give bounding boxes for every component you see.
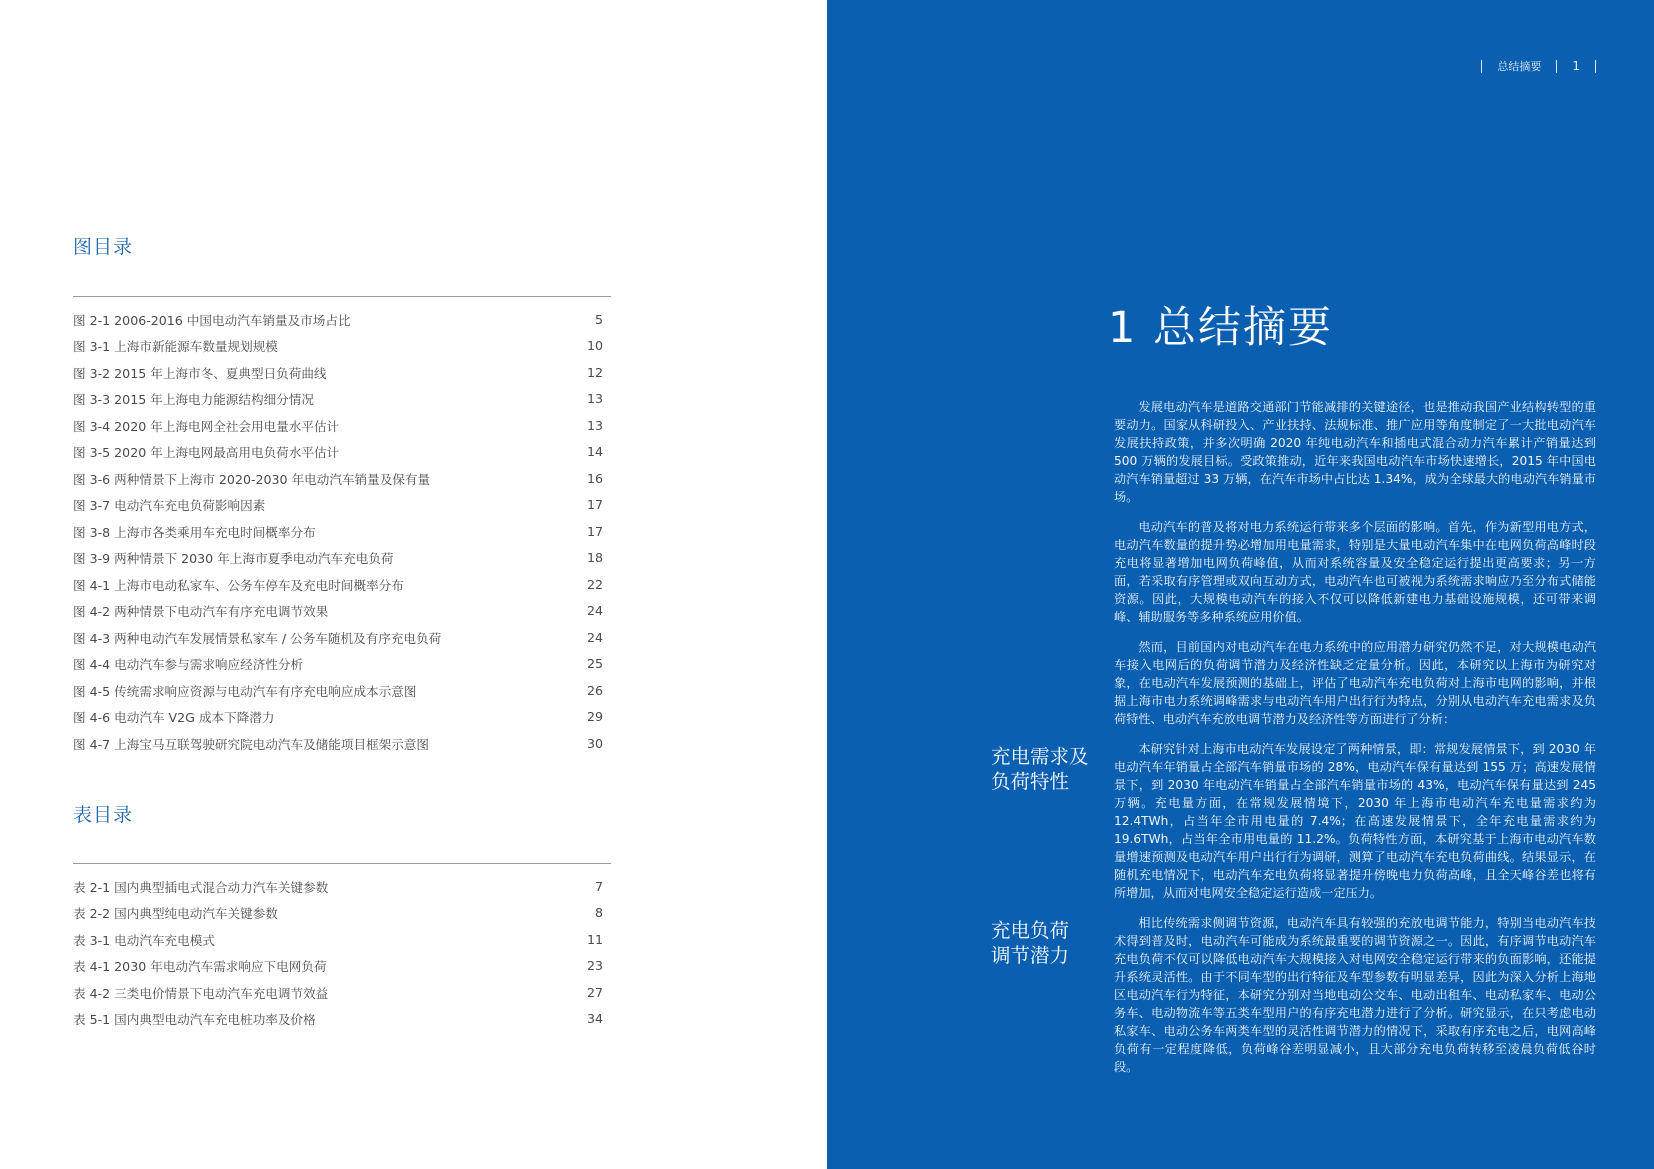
- table-entry[interactable]: [73, 979, 603, 1006]
- figure-entry-title: 图 4-2 两种情景下电动汽车有序充电调节效果: [73, 604, 329, 620]
- figure-entry[interactable]: [73, 518, 603, 545]
- figure-entry-title: 图 4-6 电动汽车 V2G 成本下降潜力: [73, 710, 275, 726]
- figure-entry-page-number: 13: [586, 417, 603, 433]
- side-heading-line: 充电需求及: [991, 745, 1089, 768]
- figure-entry[interactable]: [73, 439, 603, 466]
- figure-entry[interactable]: [73, 571, 603, 598]
- figure-entry-title: 图 3-9 两种情景下 2030 年上海市夏季电动汽车充电负荷: [73, 551, 394, 567]
- figure-entry-title: 图 3-5 2020 年上海电网最高用电负荷水平估计: [73, 445, 340, 461]
- figure-entry-page-number: 30: [586, 735, 603, 751]
- figure-entry[interactable]: [73, 306, 603, 333]
- summary-paragraph: 发展电动汽车是道路交通部门节能减排的关键途径，也是推动我国产业结构转型的重要动力。国家从科研投入、产业扶持、法规标准、推广应用等角度制定了一大批电动汽车发展扶持政策，并多次明确 2020 年纯电动汽车和插电式混合动力汽车累计产销量达到 500 万辆的发展目标。受政策推动，近年来我国电动汽车市场快速增长，2015 年中国电动汽车销量超过 33 万辆，在汽车市场中占比达 1.34%，成为全球最大的电动汽车销量市场。: [1114, 400, 1596, 504]
- summary-paragraph: 电动汽车的普及将对电力系统运行带来多个层面的影响。首先，作为新型用电方式，电动汽车数量的提升势必增加用电量需求，特别是大量电动汽车集中在电网负荷高峰时段充电将显著增加电网负荷峰值，从而对系统容量及安全稳定运行提出更高要求；另一方面，若采取有序管理或双向互动方式，电动汽车也可被视为系统需求响应乃至分布式储能资源。因此，大规模电动汽车的接入不仅可以降低新建电力基础设施规模，还可带来调峰、辅助服务等多种系统应用价值。: [1114, 520, 1596, 624]
- table-entry-title: 表 5-1 国内典型电动汽车充电桩功率及价格: [73, 1012, 316, 1028]
- figure-entry-title: 图 3-2 2015 年上海市冬、夏典型日负荷曲线: [73, 365, 327, 381]
- header-separator: [1595, 60, 1596, 73]
- chapter-title: 1 总结摘要: [1108, 303, 1334, 353]
- side-heading-line: 调节潜力: [991, 944, 1070, 967]
- figure-entry-title: 图 4-1 上海市电动私家车、公务车停车及充电时间概率分布: [73, 577, 404, 593]
- figure-entry-page-number: 29: [586, 709, 603, 725]
- figure-entry[interactable]: [73, 624, 603, 651]
- tables-heading: 表目录: [73, 804, 134, 826]
- table-entry-page-number: 23: [586, 958, 603, 974]
- table-entry-page-number: 27: [586, 984, 603, 1000]
- figure-entry-page-number: 16: [586, 470, 603, 486]
- figure-entry-page-number: 18: [586, 550, 603, 566]
- figure-entry-page-number: 17: [586, 497, 603, 513]
- figure-entry[interactable]: [73, 465, 603, 492]
- header-page-number: 1: [1572, 59, 1580, 73]
- figures-heading: 图目录: [73, 236, 134, 258]
- side-heading-line: 负荷特性: [991, 770, 1070, 793]
- header-section-title: 总结摘要: [1497, 60, 1542, 73]
- demand-paragraph: 本研究针对上海市电动汽车发展设定了两种情景，即：常规发展情景下，到 2030 年电动汽车年销量占全部汽车销量市场的 28%，电动汽车保有量达到 155 万；高速发展情景下，到 2030 年电动汽车销量占全部汽车销量市场的 43%，电动汽车保有量达到 245 万辆。充电量方面，在常规发展情境下，2030 年上海市电动汽车充电量需求约为 12.4TWh，占当年全市用电量的 7.4%；在高速发展情景下，全年充电量需求约为 19.6TWh，占当年全市用电量的 11.2%。负荷特性方面，本研究基于上海市电动汽车数量增速预测及电动汽车用户出行行为调研，测算了电动汽车充电负荷曲线。结果显示，在随机充电情况下，电动汽车充电负荷将显著提升傍晚电力负荷高峰，且全天峰谷差也将有所增加，从而对电网安全稳定运行造成一定压力。: [1114, 742, 1596, 900]
- figure-entry[interactable]: [73, 386, 603, 413]
- figure-entry-page-number: 25: [586, 656, 603, 672]
- figure-entry-title: 图 3-3 2015 年上海电力能源结构细分情况: [73, 392, 314, 408]
- table-entry[interactable]: [73, 900, 603, 927]
- table-entry[interactable]: [73, 926, 603, 953]
- side-heading-potential: [991, 918, 1111, 968]
- figure-entry-title: 图 3-1 上海市新能源车数量规划规模: [73, 339, 278, 355]
- figure-entry-page-number: 13: [586, 391, 603, 407]
- figure-entry-title: 图 4-4 电动汽车参与需求响应经济性分析: [73, 657, 304, 673]
- table-entry-page-number: 7: [594, 878, 603, 894]
- side-heading-line: 充电负荷: [991, 919, 1070, 942]
- header-separator: [1556, 60, 1557, 73]
- figure-entry[interactable]: [73, 412, 603, 439]
- side-heading-demand: [991, 744, 1111, 794]
- figure-entry-page-number: 14: [586, 444, 603, 460]
- figures-divider: [73, 296, 611, 297]
- table-entry-title: 表 3-1 电动汽车充电模式: [73, 932, 215, 948]
- figures-list: [73, 306, 603, 757]
- table-entry[interactable]: [73, 1006, 603, 1033]
- figure-entry[interactable]: [73, 730, 603, 757]
- header-separator: [1481, 60, 1482, 73]
- table-entry-page-number: 8: [594, 905, 603, 921]
- figure-entry-page-number: 24: [586, 629, 603, 645]
- figure-entry-title: 图 3-7 电动汽车充电负荷影响因素: [73, 498, 266, 514]
- figure-entry-page-number: 17: [586, 523, 603, 539]
- figure-entry[interactable]: [73, 651, 603, 678]
- figure-entry-title: 图 3-4 2020 年上海电网全社会用电量水平估计: [73, 418, 340, 434]
- table-entry[interactable]: [73, 953, 603, 980]
- figure-entry-page-number: 26: [586, 682, 603, 698]
- figure-entry-title: 图 3-6 两种情景下上海市 2020-2030 年电动汽车销量及保有量: [73, 471, 431, 487]
- figure-entry-page-number: 24: [586, 603, 603, 619]
- figure-entry-title: 图 4-3 两种电动汽车发展情景私家车 / 公务车随机及有序充电负荷: [73, 630, 442, 646]
- tables-divider: [73, 863, 611, 864]
- figure-entry[interactable]: [73, 704, 603, 731]
- figure-entry[interactable]: [73, 545, 603, 572]
- running-header: [1466, 58, 1611, 74]
- table-entry-title: 表 2-1 国内典型插电式混合动力汽车关键参数: [73, 879, 329, 895]
- figure-entry-page-number: 22: [586, 576, 603, 592]
- figure-entry-title: 图 4-7 上海宝马互联驾驶研究院电动汽车及储能项目框架示意图: [73, 736, 430, 752]
- figure-entry[interactable]: [73, 598, 603, 625]
- figure-entry-page-number: 12: [586, 364, 603, 380]
- table-entry-page-number: 34: [586, 1011, 603, 1027]
- tables-list: [73, 873, 603, 1032]
- table-entry-title: 表 4-2 三类电价情景下电动汽车充电调节效益: [73, 985, 329, 1001]
- figure-entry-page-number: 10: [586, 338, 603, 354]
- figure-entry-title: 图 2-1 2006-2016 中国电动汽车销量及市场占比: [73, 312, 351, 328]
- figure-entry[interactable]: [73, 359, 603, 386]
- potential-paragraph: 相比传统需求侧调节资源，电动汽车具有较强的充放电调节能力，特别当电动汽车技术得到普及时，电动汽车可能成为系统最重要的调节资源之一。因此，有序调节电动汽车充电负荷不仅可以降低电动汽车大规模接入对电网安全稳定运行带来的负面影响，还能提升系统灵活性。由于不同车型的出行特征及车型参数有明显差异，因此为深入分析上海地区电动汽车行为特征，本研究分别对当地电动公交车、电动出租车、电动私家车、电动公务车、电动物流车等五类车型用户的有序充电潜力进行了分析。研究显示，在只考虑电动私家车、电动公务车两类车型的灵活性调节潜力的情况下，采取有序充电之后，电网高峰负荷有一定程度降低，负荷峰谷差明显减小，且大部分充电负荷转移至凌晨负荷低谷时段。: [1114, 916, 1596, 1074]
- figure-entry[interactable]: [73, 492, 603, 519]
- figure-entry[interactable]: [73, 677, 603, 704]
- table-entry-title: 表 2-2 国内典型纯电动汽车关键参数: [73, 906, 278, 922]
- table-entry[interactable]: [73, 873, 603, 900]
- table-entry-title: 表 4-1 2030 年电动汽车需求响应下电网负荷: [73, 959, 327, 975]
- summary-paragraph: 然而，目前国内对电动汽车在电力系统中的应用潜力研究仍然不足，对大规模电动汽车接入电网后的负荷调节潜力及经济性缺乏定量分析。因此，本研究以上海市为研究对象，在电动汽车发展预测的基础上，评估了电动汽车充电负荷对上海市电网的影响，并根据上海市电力系统调峰需求与电动汽车用户出行行为特点，分别从电动汽车充电需求及负荷特性、电动汽车充放电调节潜力及经济性等方面进行了分析：: [1114, 640, 1596, 726]
- figure-entry-page-number: 5: [594, 311, 603, 327]
- figure-entry[interactable]: [73, 333, 603, 360]
- figure-entry-title: 图 3-8 上海市各类乘用车充电时间概率分布: [73, 524, 316, 540]
- table-entry-page-number: 11: [586, 931, 603, 947]
- figure-entry-title: 图 4-5 传统需求响应资源与电动汽车有序充电响应成本示意图: [73, 683, 417, 699]
